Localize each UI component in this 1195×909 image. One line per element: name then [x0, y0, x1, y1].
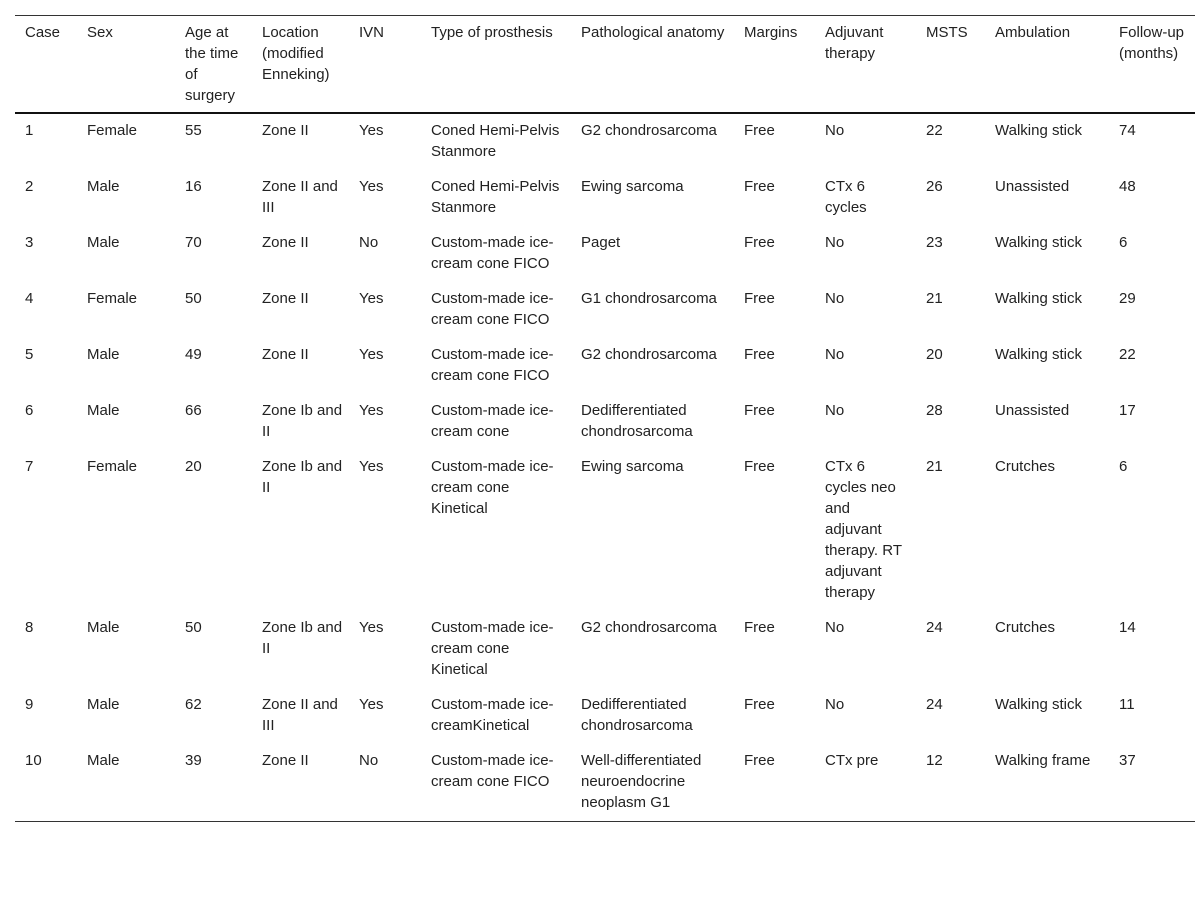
table-header: [15, 16, 1195, 114]
cell-ambulation: Walking stick: [995, 234, 1082, 251]
cell-case: 4: [25, 290, 34, 307]
cell-age: 66: [185, 402, 202, 419]
cell-case: 8: [25, 619, 34, 636]
cell-ivn: Yes: [359, 696, 384, 713]
header-msts: MSTS: [926, 24, 968, 41]
cell-case: 9: [25, 696, 34, 713]
cell-pathology: Dedifferentiated chondrosarcoma: [581, 696, 693, 734]
cell-ivn: Yes: [359, 619, 384, 636]
cell-pathology: G1 chondrosarcoma: [581, 290, 717, 307]
cell-age: 50: [185, 619, 202, 636]
cell-case: 10: [25, 752, 42, 769]
cell-msts: 26: [926, 178, 943, 195]
cell-prosthesis: Custom-made ice-cream cone Kinetical: [431, 458, 554, 517]
cell-age: 16: [185, 178, 202, 195]
cell-sex: Female: [87, 458, 138, 475]
cell-sex: Female: [87, 122, 138, 139]
cell-case: 2: [25, 178, 34, 195]
results-table-container: [15, 15, 1195, 822]
cell-prosthesis: Custom-made ice-cream cone: [431, 402, 554, 440]
cell-ambulation: Crutches: [995, 619, 1056, 636]
table-row: [15, 744, 1195, 822]
header-age: Age at the time of surgery: [185, 24, 239, 104]
cell-location: Zone II and III: [262, 696, 338, 734]
cell-location: Zone II: [262, 122, 309, 139]
cell-case: 1: [25, 122, 34, 139]
cell-margins: Free: [744, 122, 775, 139]
header-follow-up: Follow-up (months): [1119, 24, 1185, 62]
cell-pathology: G2 chondrosarcoma: [581, 346, 717, 363]
header-case: Case: [25, 24, 61, 41]
cell-margins: Free: [744, 619, 775, 636]
cell-msts: 22: [926, 122, 943, 139]
cell-adjuvant: CTx pre: [825, 752, 879, 769]
table-row: [15, 226, 1195, 282]
patient-results-table: [15, 15, 1195, 822]
cell-case: 6: [25, 402, 34, 419]
cell-msts: 21: [926, 290, 943, 307]
cell-sex: Male: [87, 234, 120, 251]
cell-ambulation: Walking stick: [995, 290, 1082, 307]
cell-case: 3: [25, 234, 34, 251]
cell-prosthesis: Coned Hemi-Pelvis Stanmore: [431, 178, 560, 216]
cell-follow-up: 22: [1119, 346, 1136, 363]
cell-adjuvant: No: [825, 290, 845, 307]
cell-adjuvant: No: [825, 619, 845, 636]
table-row: [15, 282, 1195, 338]
cell-follow-up: 14: [1119, 619, 1136, 636]
cell-location: Zone Ib and II: [262, 402, 343, 440]
cell-ambulation: Unassisted: [995, 178, 1070, 195]
header-sex: Sex: [87, 24, 113, 41]
cell-adjuvant: No: [825, 234, 845, 251]
cell-follow-up: 6: [1119, 458, 1128, 475]
cell-adjuvant: No: [825, 402, 845, 419]
cell-prosthesis: Custom-made ice-cream cone FICO: [431, 346, 554, 384]
cell-pathology: Paget: [581, 234, 621, 251]
cell-age: 70: [185, 234, 202, 251]
cell-ivn: Yes: [359, 402, 384, 419]
cell-adjuvant: No: [825, 346, 845, 363]
table-row: [15, 170, 1195, 226]
cell-margins: Free: [744, 290, 775, 307]
cell-prosthesis: Custom-made ice-cream cone FICO: [431, 290, 554, 328]
cell-sex: Male: [87, 752, 120, 769]
header-adjuvant: Adjuvant therapy: [825, 24, 884, 62]
cell-ivn: Yes: [359, 346, 384, 363]
cell-msts: 20: [926, 346, 943, 363]
cell-follow-up: 29: [1119, 290, 1136, 307]
header-prosthesis: Type of prosthesis: [431, 24, 553, 41]
cell-pathology: G2 chondrosarcoma: [581, 619, 717, 636]
cell-pathology: Ewing sarcoma: [581, 178, 684, 195]
cell-follow-up: 37: [1119, 752, 1136, 769]
cell-sex: Female: [87, 290, 138, 307]
cell-margins: Free: [744, 458, 775, 475]
cell-location: Zone Ib and II: [262, 458, 343, 496]
cell-prosthesis: Custom-made ice-creamKinetical: [431, 696, 554, 734]
cell-margins: Free: [744, 696, 775, 713]
cell-margins: Free: [744, 752, 775, 769]
cell-ivn: Yes: [359, 290, 384, 307]
table-row: [15, 394, 1195, 450]
cell-sex: Male: [87, 619, 120, 636]
cell-ivn: Yes: [359, 178, 384, 195]
cell-adjuvant: No: [825, 122, 845, 139]
cell-location: Zone II: [262, 752, 309, 769]
cell-msts: 23: [926, 234, 943, 251]
cell-location: Zone II and III: [262, 178, 338, 216]
header-margins: Margins: [744, 24, 798, 41]
cell-pathology: Dedifferentiated chondrosarcoma: [581, 402, 693, 440]
table-row: [15, 611, 1195, 688]
cell-ambulation: Crutches: [995, 458, 1056, 475]
cell-location: Zone II: [262, 346, 309, 363]
cell-ivn: No: [359, 234, 379, 251]
cell-msts: 28: [926, 402, 943, 419]
cell-margins: Free: [744, 346, 775, 363]
header-location: Location (modified Enneking): [262, 24, 330, 83]
cell-ivn: Yes: [359, 122, 384, 139]
cell-location: Zone II: [262, 290, 309, 307]
cell-ambulation: Walking frame: [995, 752, 1091, 769]
cell-pathology: Well-differentiated neuroendocrine neoplasm G1: [581, 752, 702, 811]
cell-pathology: Ewing sarcoma: [581, 458, 684, 475]
cell-age: 39: [185, 752, 202, 769]
cell-case: 7: [25, 458, 34, 475]
cell-prosthesis: Custom-made ice-cream cone FICO: [431, 752, 554, 790]
cell-msts: 21: [926, 458, 943, 475]
table-row: [15, 338, 1195, 394]
cell-follow-up: 48: [1119, 178, 1136, 195]
cell-margins: Free: [744, 234, 775, 251]
cell-age: 49: [185, 346, 202, 363]
cell-follow-up: 74: [1119, 122, 1136, 139]
cell-adjuvant: CTx 6 cycles neo and adjuvant therapy. RT adjuvant therapy: [825, 458, 902, 601]
cell-sex: Male: [87, 696, 120, 713]
cell-msts: 24: [926, 619, 943, 636]
cell-prosthesis: Custom-made ice-cream cone FICO: [431, 234, 554, 272]
cell-adjuvant: No: [825, 696, 845, 713]
cell-ambulation: Walking stick: [995, 696, 1082, 713]
cell-age: 62: [185, 696, 202, 713]
cell-sex: Male: [87, 346, 120, 363]
table-row: [15, 688, 1195, 744]
cell-case: 5: [25, 346, 34, 363]
cell-ambulation: Unassisted: [995, 402, 1070, 419]
cell-ivn: Yes: [359, 458, 384, 475]
cell-margins: Free: [744, 178, 775, 195]
cell-age: 20: [185, 458, 202, 475]
cell-prosthesis: Coned Hemi-Pelvis Stanmore: [431, 122, 560, 160]
cell-pathology: G2 chondrosarcoma: [581, 122, 717, 139]
cell-ambulation: Walking stick: [995, 122, 1082, 139]
cell-ambulation: Walking stick: [995, 346, 1082, 363]
header-pathology: Pathological anatomy: [581, 24, 725, 41]
cell-follow-up: 11: [1119, 696, 1135, 713]
table-body: [15, 113, 1195, 822]
cell-msts: 12: [926, 752, 943, 769]
table-row: [15, 450, 1195, 611]
cell-adjuvant: CTx 6 cycles: [825, 178, 867, 216]
cell-location: Zone Ib and II: [262, 619, 343, 657]
cell-margins: Free: [744, 402, 775, 419]
cell-location: Zone II: [262, 234, 309, 251]
cell-age: 55: [185, 122, 202, 139]
cell-msts: 24: [926, 696, 943, 713]
cell-age: 50: [185, 290, 202, 307]
cell-prosthesis: Custom-made ice-cream cone Kinetical: [431, 619, 554, 678]
cell-ivn: No: [359, 752, 379, 769]
cell-sex: Male: [87, 178, 120, 195]
header-ambulation: Ambulation: [995, 24, 1071, 41]
cell-follow-up: 6: [1119, 234, 1128, 251]
cell-follow-up: 17: [1119, 402, 1136, 419]
cell-sex: Male: [87, 402, 120, 419]
header-ivn: IVN: [359, 24, 385, 41]
header-row: [15, 16, 1195, 114]
table-row: [15, 113, 1195, 170]
